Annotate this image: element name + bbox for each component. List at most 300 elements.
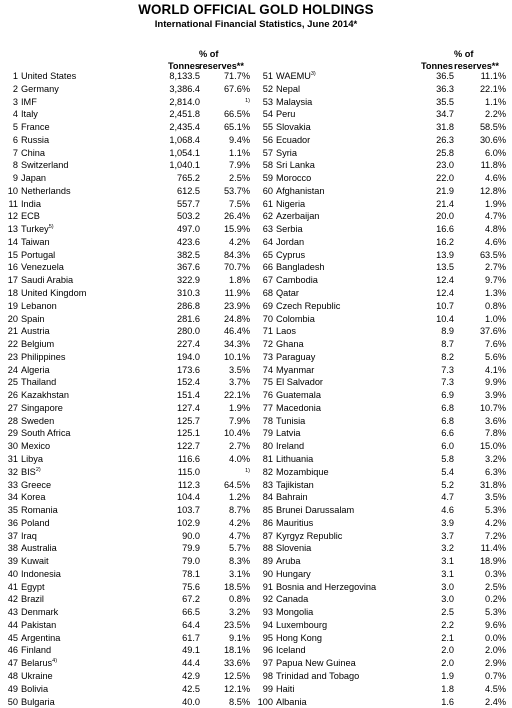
row-tonnes: 612.5 (177, 185, 200, 196)
table-row (255, 261, 511, 274)
row-rank: 63 (262, 224, 273, 235)
row-reserves: 4.6% (485, 173, 506, 184)
row-country (21, 440, 50, 453)
row-country (21, 581, 45, 594)
row-country (21, 313, 45, 326)
row-country (21, 223, 54, 236)
row-reserves: 5.6% (485, 351, 506, 362)
row-rank: 80 (262, 441, 273, 452)
country-name: Kazakhstan (21, 390, 70, 401)
row-tonnes: 4.6 (441, 505, 454, 516)
table-row (255, 134, 511, 147)
row-rank: 71 (262, 326, 273, 337)
row-reserves: 26.4% (223, 211, 250, 222)
row-country (276, 644, 306, 657)
row-country (276, 606, 313, 619)
row-tonnes: 21.9 (436, 185, 454, 196)
country-name: Japan (21, 173, 47, 184)
row-tonnes: 13.5 (436, 262, 454, 273)
table-row (255, 644, 511, 657)
country-name: Malaysia (276, 96, 313, 107)
row-tonnes: 6.9 (441, 390, 454, 401)
row-rank: 77 (262, 402, 273, 413)
row-rank: 21 (7, 326, 18, 337)
row-country (21, 185, 71, 198)
row-rank: 97 (262, 658, 273, 669)
country-name: Brazil (21, 594, 44, 605)
country-name: Lebanon (21, 300, 57, 311)
table-row (255, 593, 511, 606)
table-row (255, 364, 511, 377)
row-tonnes: 2,814.0 (169, 96, 200, 107)
row-country (276, 504, 354, 517)
row-reserves: 6.0% (485, 147, 506, 158)
row-rank: 61 (262, 198, 273, 209)
row-reserves: 1.1% (485, 96, 506, 107)
row-country (276, 70, 316, 83)
row-reserves: 53.7% (223, 185, 250, 196)
table-row (0, 210, 256, 223)
row-tonnes: 497.0 (177, 224, 200, 235)
row-reserves: 7.8% (485, 428, 506, 439)
country-name: Lithuania (276, 453, 314, 464)
country-name: China (21, 147, 46, 158)
table-row (0, 313, 256, 326)
row-country (21, 555, 49, 568)
table-row (255, 657, 511, 670)
row-country (21, 696, 55, 708)
table-row (255, 504, 511, 517)
row-tonnes: 20.0 (436, 211, 454, 222)
row-rank: 12 (7, 211, 18, 222)
row-reserves: 11.1% (480, 71, 506, 81)
row-reserves: 22.1% (479, 83, 506, 94)
row-rank: 53 (262, 96, 273, 107)
row-reserves: 1.9% (229, 402, 250, 413)
row-reserves: 11.9% (224, 288, 250, 299)
row-tonnes: 112.3 (177, 479, 200, 490)
row-rank: 35 (7, 505, 18, 516)
row-country (21, 683, 48, 696)
table-row (0, 657, 256, 670)
row-reserves: 3.2% (229, 607, 250, 618)
table-row (0, 108, 256, 121)
row-reserves: 15.0% (479, 441, 506, 452)
row-tonnes: 61.7 (182, 632, 200, 643)
row-tonnes: 423.6 (177, 236, 200, 247)
table-row (255, 159, 511, 172)
row-tonnes: 3.1 (441, 568, 454, 579)
row-tonnes: 21.4 (436, 198, 454, 209)
row-tonnes: 127.4 (177, 402, 200, 413)
row-rank: 95 (262, 632, 273, 643)
row-reserves: 2.5% (229, 173, 250, 184)
row-country (21, 568, 61, 581)
row-reserves: 2.7% (485, 262, 506, 273)
row-country (276, 300, 340, 313)
row-rank: 59 (262, 173, 273, 184)
row-country (276, 402, 321, 415)
row-tonnes: 765.2 (177, 173, 200, 184)
table-row (0, 287, 256, 300)
country-name: France (21, 122, 50, 133)
row-tonnes: 1,068.4 (169, 134, 200, 145)
row-reserves: 37.6% (479, 326, 506, 337)
row-rank: 11 (8, 198, 18, 209)
row-tonnes: 3.0 (441, 594, 454, 605)
table-row (255, 581, 511, 594)
row-reserves: 5.3% (485, 607, 506, 618)
country-name: Russia (21, 134, 50, 145)
country-name: Cambodia (276, 275, 318, 286)
table-row (255, 210, 511, 223)
row-reserves: 9.6% (485, 619, 506, 630)
row-tonnes: 2,435.4 (169, 122, 200, 133)
table-row (255, 198, 511, 211)
row-country (21, 593, 44, 606)
country-name: Libya (21, 453, 43, 464)
table-row (255, 325, 511, 338)
country-name: Denmark (21, 607, 59, 618)
country-name: Kyrgyz Republic (276, 530, 343, 541)
table-row (255, 479, 511, 492)
row-country (21, 83, 59, 96)
table-row (255, 338, 511, 351)
row-country (21, 606, 58, 619)
row-rank: 76 (262, 390, 273, 401)
table-row (255, 185, 511, 198)
row-country (21, 198, 41, 211)
row-reserves: 23.9% (223, 300, 250, 311)
row-tonnes: 42.5 (182, 683, 200, 694)
table-row (255, 96, 511, 109)
table-row (0, 427, 256, 440)
row-tonnes: 5.8 (441, 453, 454, 464)
row-reserves: 10.1% (223, 351, 250, 362)
row-rank: 51 (262, 71, 273, 81)
table-row (255, 619, 511, 632)
row-rank: 10 (7, 185, 18, 196)
row-rank: 9 (12, 173, 18, 184)
row-tonnes: 10.7 (436, 300, 454, 311)
row-reserves: 4.7% (229, 530, 250, 541)
row-rank: 98 (262, 670, 273, 681)
row-tonnes: 6.8 (441, 415, 454, 426)
row-tonnes: 102.9 (177, 517, 200, 528)
country-name: Hungary (276, 568, 311, 579)
table-row (0, 83, 256, 96)
row-tonnes: 79.9 (182, 543, 200, 554)
table-row (0, 159, 256, 172)
row-tonnes: 1.8 (441, 683, 454, 694)
table-row (0, 491, 256, 504)
table-row (255, 632, 511, 645)
row-tonnes: 7.3 (441, 364, 454, 375)
row-reserves: 0.8% (485, 300, 506, 311)
table-row (255, 121, 511, 134)
row-country (21, 210, 40, 223)
row-tonnes: 122.7 (177, 441, 200, 452)
country-name: Austria (21, 326, 50, 337)
row-country (276, 619, 327, 632)
row-rank: 64 (262, 236, 273, 247)
country-name: Thailand (21, 377, 57, 388)
row-reserves: 9.7% (485, 275, 506, 286)
row-rank: 24 (7, 364, 18, 375)
row-rank: 72 (262, 339, 273, 350)
row-tonnes: 2.0 (441, 658, 454, 669)
row-rank: 58 (262, 160, 273, 171)
table-row (0, 415, 256, 428)
table-row (0, 581, 256, 594)
row-reserves: 0.0% (485, 632, 506, 643)
row-country (276, 261, 325, 274)
table-row (0, 555, 256, 568)
country-name: Trinidad and Tobago (276, 670, 360, 681)
row-country (276, 198, 305, 211)
country-name: Nigeria (276, 198, 306, 209)
row-rank: 70 (262, 313, 273, 324)
row-reserves: 5.7% (229, 543, 250, 554)
row-tonnes: 103.7 (177, 505, 200, 516)
row-reserves: 66.5% (223, 109, 250, 120)
row-reserves: 18.5% (223, 581, 250, 592)
row-tonnes: 173.6 (177, 364, 200, 375)
footnote-marker: 2) (35, 466, 41, 473)
row-reserves: 8.7% (229, 505, 250, 516)
row-tonnes: 557.7 (177, 198, 200, 209)
row-rank: 34 (7, 492, 18, 503)
row-tonnes: 8.7 (441, 339, 454, 350)
row-tonnes: 2.2 (441, 619, 454, 630)
row-rank: 1 (12, 71, 18, 81)
table-row (0, 70, 256, 83)
row-tonnes: 3.0 (441, 581, 454, 592)
row-country (276, 325, 296, 338)
row-reserves: 10.7% (479, 402, 506, 413)
row-country (21, 108, 38, 121)
country-name: Mongolia (276, 607, 314, 618)
row-tonnes: 194.0 (177, 351, 200, 362)
table-row (255, 236, 511, 249)
table-row (255, 415, 511, 428)
row-country (21, 632, 60, 645)
country-name: WAEMU (276, 71, 311, 81)
country-name: Taiwan (21, 236, 50, 247)
row-rank: 67 (262, 275, 273, 286)
page-subtitle: International Financial Statistics, June 2014* (154, 19, 358, 30)
row-reserves: 18.1% (223, 645, 250, 656)
row-reserves: 7.9% (229, 160, 250, 171)
row-country (21, 172, 46, 185)
row-rank: 23 (7, 351, 18, 362)
right-table-column (255, 70, 511, 708)
row-country (21, 389, 69, 402)
country-name: Iceland (276, 645, 306, 656)
row-country (276, 657, 356, 670)
row-country (276, 555, 301, 568)
table-row (255, 223, 511, 236)
row-rank: 48 (7, 670, 18, 681)
row-rank: 22 (7, 339, 18, 350)
row-country (276, 517, 313, 530)
row-country (21, 453, 43, 466)
row-country (21, 364, 50, 377)
right-header-reserves-line2: reserves** (454, 61, 499, 71)
footnote-marker: 4) (52, 658, 58, 665)
left-header-reserves-line1: % of (199, 49, 219, 59)
row-country (21, 542, 57, 555)
row-reserves: 58.5% (479, 122, 506, 133)
row-rank: 91 (262, 581, 273, 592)
row-rank: 92 (262, 594, 273, 605)
row-tonnes: 10.4 (436, 313, 454, 324)
table-row (255, 555, 511, 568)
row-country (21, 159, 69, 172)
row-rank: 39 (7, 556, 18, 567)
row-tonnes: 151.4 (177, 390, 200, 401)
country-name: India (21, 198, 41, 209)
row-reserves: 0.2% (485, 594, 506, 605)
country-name: Bulgaria (21, 696, 55, 707)
right-header-reserves (454, 48, 512, 72)
footnote-marker: 5) (48, 224, 54, 231)
row-reserves: 4.8% (485, 224, 506, 235)
country-name: Brunei Darussalam (276, 505, 355, 516)
row-tonnes: 23.0 (436, 160, 454, 171)
row-tonnes: 7.3 (441, 377, 454, 388)
table-row (0, 325, 256, 338)
row-tonnes: 2.0 (441, 645, 454, 656)
row-country (21, 504, 58, 517)
row-country (276, 147, 297, 160)
country-name: Papua New Guinea (276, 658, 356, 669)
country-name: Serbia (276, 224, 303, 235)
table-row (0, 147, 256, 160)
row-reserves: 4.0% (229, 453, 250, 464)
country-name: Philippines (21, 351, 66, 362)
table-row (255, 313, 511, 326)
row-rank: 42 (7, 594, 18, 605)
row-country (276, 491, 308, 504)
country-name: Bolivia (21, 683, 49, 694)
row-tonnes: 12.4 (436, 288, 454, 299)
table-row (255, 453, 511, 466)
row-rank: 19 (7, 300, 18, 311)
row-country (21, 479, 51, 492)
table-row (255, 696, 511, 708)
row-tonnes: 367.6 (177, 262, 200, 273)
row-reserves: 2.4% (485, 696, 506, 707)
country-name: Morocco (276, 173, 312, 184)
row-reserves: 1.2% (229, 492, 250, 503)
table-row (255, 517, 511, 530)
table-row (0, 530, 256, 543)
row-rank: 20 (7, 313, 18, 324)
country-name: Bangladesh (276, 262, 325, 273)
row-reserves: 65.1% (223, 122, 250, 133)
row-reserves: 18.9% (479, 556, 506, 567)
row-reserves: 5.3% (485, 505, 506, 516)
table-row (0, 466, 256, 479)
row-tonnes: 281.6 (177, 313, 200, 324)
row-rank: 82 (262, 466, 273, 477)
row-country (21, 287, 86, 300)
row-tonnes: 3,386.4 (169, 83, 200, 94)
row-country (21, 402, 63, 415)
table-row (0, 351, 256, 364)
row-tonnes: 2.1 (441, 632, 454, 643)
table-row (255, 683, 511, 696)
table-row (0, 402, 256, 415)
row-reserves: 23.5% (223, 619, 250, 630)
row-country (21, 325, 50, 338)
row-country (21, 134, 49, 147)
row-country (276, 542, 311, 555)
table-row (255, 300, 511, 313)
row-reserves: 4.5% (485, 683, 506, 694)
row-rank: 50 (7, 696, 18, 707)
table-row (0, 134, 256, 147)
row-tonnes: 3.2 (441, 543, 454, 554)
row-country (276, 479, 314, 492)
country-name: Finland (21, 645, 52, 656)
row-rank: 79 (262, 428, 273, 439)
table-row (0, 389, 256, 402)
country-name: Spain (21, 313, 45, 324)
row-rank: 27 (7, 402, 18, 413)
country-name: United Kingdom (21, 288, 87, 299)
row-rank: 36 (7, 517, 18, 528)
row-reserves: 15.9% (223, 224, 250, 235)
country-name: Hong Kong (276, 632, 322, 643)
row-tonnes: 25.8 (436, 147, 454, 158)
row-rank: 56 (262, 134, 273, 145)
table-row (255, 427, 511, 440)
table-row (0, 223, 256, 236)
table-row (0, 517, 256, 530)
country-name: Syria (276, 147, 297, 158)
row-tonnes: 3.1 (441, 556, 454, 567)
table-row (255, 440, 511, 453)
row-country (21, 121, 50, 134)
table-row (255, 351, 511, 364)
country-name: Pakistan (21, 619, 57, 630)
table-row (0, 198, 256, 211)
table-row (0, 568, 256, 581)
row-rank: 60 (262, 185, 273, 196)
country-name: Sweden (21, 415, 55, 426)
row-rank: 25 (7, 377, 18, 388)
row-tonnes: 115.0 (177, 466, 200, 477)
right-header-reserves-line1: % of (454, 49, 474, 59)
row-tonnes: 116.6 (177, 453, 200, 464)
table-row (0, 376, 256, 389)
row-reserves: 9.9% (485, 377, 506, 388)
table-row (255, 542, 511, 555)
table-row (0, 172, 256, 185)
row-rank: 33 (7, 479, 18, 490)
row-country (276, 632, 322, 645)
row-reserves: 11.8% (480, 160, 506, 171)
row-tonnes: 75.6 (182, 581, 200, 592)
row-tonnes: 125.1 (177, 428, 200, 439)
row-rank: 84 (262, 492, 273, 503)
row-tonnes: 5.4 (441, 466, 454, 477)
table-row (0, 606, 256, 619)
row-rank: 65 (262, 249, 273, 260)
row-country (276, 696, 307, 708)
